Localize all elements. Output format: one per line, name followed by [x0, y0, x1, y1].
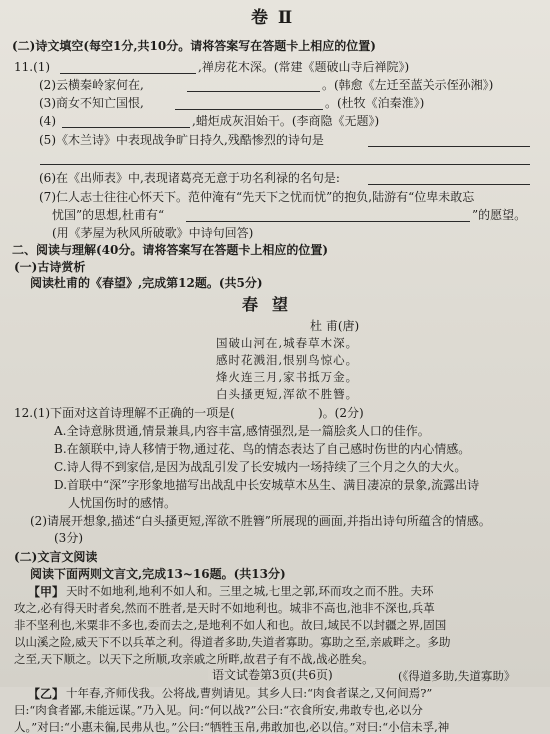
q12-option-b: B.在颔联中,诗人移情于物,通过花、鸟的情态表达了自己感时伤世的内心情感。 [54, 442, 471, 456]
q12-option-d: D.首联中“深”字形象地描写出战乱中长安城草木丛生、满目凄凉的景象,流露出诗 [54, 478, 480, 492]
text-b-label: 【乙】 [28, 687, 65, 701]
answer-blank [186, 221, 470, 222]
q11-7-text-3: (用《茅屋为秋风所破歌》中诗句回答) [52, 226, 254, 240]
text-a-label: 【甲】 [28, 585, 65, 599]
poem-author: 杜 甫(唐) [310, 319, 360, 333]
fill-in-heading: (二)诗文填空(每空1分,共10分。请将答案写在答题卡上相应的位置) [12, 39, 376, 53]
poem-line: 感时花溅泪,恨别鸟惊心。 [216, 353, 359, 367]
classical-instruction: 阅读下面两则文言文,完成13~16题。(共13分) [30, 567, 286, 581]
q11-7-text-2b: ”的愿望。 [472, 208, 527, 222]
section-title: 卷 Ⅱ [251, 8, 295, 28]
q11-4-label: (4) [39, 114, 56, 128]
poem-line: 烽火连三月,家书抵万金。 [216, 370, 359, 384]
text-a-line: 之至,天下顺之。以天下之所顺,攻亲戚之所畔,故君子有不战,战必胜矣。 [14, 652, 374, 666]
answer-blank [40, 164, 530, 165]
q11-1-text: ,禅房花木深。(常建《题破山寺后禅院》) [198, 60, 410, 74]
q11-6-text: (6)在《出师表》中,表现诸葛亮无意于功名利禄的名句是: [39, 171, 340, 185]
classical-subheading: (二)文言文阅读 [14, 550, 98, 564]
poem-subheading: (一)古诗赏析 [14, 260, 86, 274]
answer-blank [62, 127, 190, 128]
q11-2-source: 。(韩愈《左迁至蓝关示侄孙湘》) [322, 78, 494, 92]
q12-stem-score: )。(2分) [318, 406, 364, 420]
text-b-line: 曰:“肉食者鄙,未能远谋。”乃入见。问:“何以战?”公曰:“衣食所安,弗敢专也,必以分 [14, 703, 423, 717]
q11-3-text: (3)商女不知亡国恨, [39, 96, 144, 110]
answer-blank [368, 146, 530, 147]
poem-line: 白头搔更短,浑欲不胜簪。 [216, 387, 359, 401]
poem-line: 国破山河在,城春草木深。 [216, 336, 359, 350]
text-a-line: 以山溪之险,威天下不以兵革之利。得道者多助,失道者寡助。寡助之至,亲戚畔之。多助 [14, 635, 451, 649]
text-a-line: 攻之,必有得天时者矣,然而不胜者,是天时不如地利也。城非不高也,池非不深也,兵革 [14, 601, 435, 615]
q12-part2-score: (3分) [54, 531, 83, 545]
reading-heading: 二、阅读与理解(40分。请将答案写在答题卡上相应的位置) [12, 243, 329, 257]
text-b-line: 人。”对曰:“小惠未徧,民弗从也。”公曰:“牺牲玉帛,弗敢加也,必以信。”对曰:“小信未孚,神 [14, 720, 450, 734]
q12-option-c: C.诗人得不到家信,是因为战乱引发了长安城内一场持续了三个月之久的大火。 [54, 460, 467, 474]
q11-2-text: (2)云横秦岭家何在, [39, 78, 144, 92]
text-a-line: 非不坚利也,米粟非不多也,委而去之,是地利不如人和也。故曰,域民不以封疆之界,固国 [14, 618, 447, 632]
q12-stem: 12.(1)下面对这首诗理解不正确的一项是( [14, 406, 235, 420]
answer-blank [187, 91, 320, 92]
q12-part2: (2)请展开想象,描述“白头搔更短,浑欲不胜簪”所展现的画面,并指出诗句所蕴含的情感。 [30, 514, 491, 528]
q12-option-a: A.全诗意脉贯通,情景兼具,内容丰富,感情强烈,是一篇脍炙人口的佳作。 [54, 424, 430, 438]
q11-4-text: ,蜡炬成灰泪始干。(李商隐《无题》) [192, 114, 380, 128]
page-footer: 语文试卷第3页(共6页) [208, 669, 337, 681]
q11-3-source: 。(杜牧《泊秦淮》) [325, 96, 425, 110]
poem-instruction: 阅读杜甫的《春望》,完成第12题。(共5分) [30, 276, 263, 290]
q11-7-text-1: (7)仁人志士往往心怀天下。范仲淹有“先天下之忧而忧”的抱负,陆游有“位卑未敢忘 [39, 190, 475, 204]
answer-blank [60, 73, 196, 74]
answer-blank [175, 109, 323, 110]
text-b-line: 十年春,齐师伐我。公将战,曹刿请见。其乡人曰:“肉食者谋之,又何间焉?” [66, 686, 433, 700]
q11-1-label: 11.(1) [14, 60, 51, 74]
text-a-line: 天时不如地利,地利不如人和。三里之城,七里之郭,环而攻之而不胜。夫环 [66, 584, 434, 598]
text-a-source: (《得道多助,失道寡助》 [398, 669, 516, 683]
answer-blank [368, 184, 530, 185]
q11-7-text-2a: 忧国”的思想,杜甫有“ [52, 208, 165, 222]
q11-5-text: (5)《木兰诗》中表现战争旷日持久,残酷惨烈的诗句是 [39, 133, 324, 147]
poem-title: 春望 [242, 295, 303, 314]
q12-option-d-cont: 人忧国伤时的感情。 [68, 496, 177, 510]
